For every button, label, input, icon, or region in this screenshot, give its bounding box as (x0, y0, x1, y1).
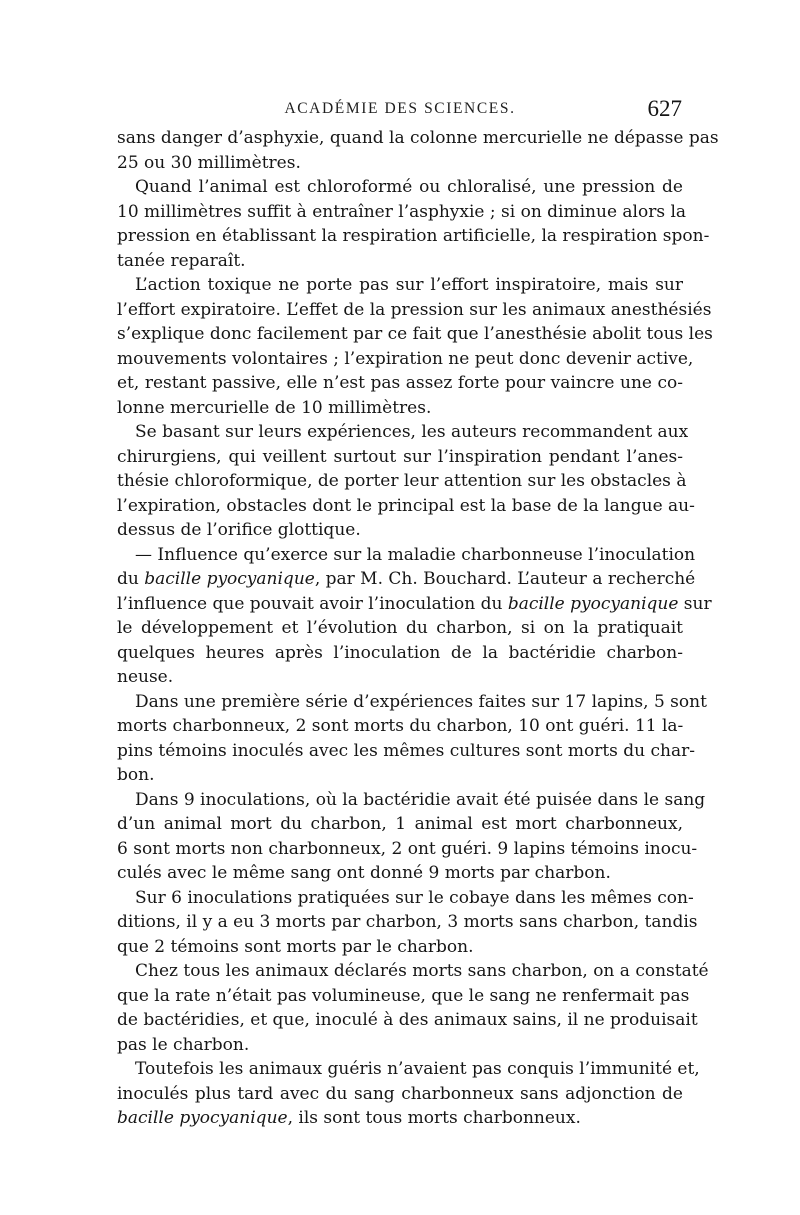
paragraph-immunity (117, 1057, 700, 1131)
text-line: Chez tous les animaux déclarés morts sans charbon, on a constaté (135, 961, 709, 981)
text-fragment: , par M. Ch. Bouchard. L’auteur a recherché (314, 569, 696, 589)
text-line: ditions, il y a eu 3 morts par charbon, 3 morts sans charbon, tandis (117, 912, 698, 932)
text-line (117, 592, 712, 617)
text-line: morts charbonneux, 2 sont morts du charbon, 10 ont guéri. 11 la- (117, 716, 684, 736)
text-line: L’action toxique ne porte pas sur l’effort inspiratoire, mais sur (135, 275, 683, 295)
text-line: Sur 6 inoculations pratiquées sur le cobaye dans les mêmes con- (135, 887, 694, 908)
text-line: chirurgiens, qui veillent surtout sur l’inspiration pendant l’anes- (117, 446, 683, 467)
text-line: quelques heures après l’inoculation de la bactéridie charbon- (117, 642, 683, 663)
paragraph-nine-inoculations (117, 788, 706, 886)
text-line: 10 millimètres suffit à entraîner l’asphyxie ; si on diminue alors la (117, 201, 687, 222)
paragraph-recommendation (117, 420, 695, 543)
text-line: s’explique donc facilement par ce fait que l’anesthésie abolit tous les (117, 324, 713, 344)
text-line: mouvements volontaires ; l’expiration ne peut donc devenir active, (117, 348, 694, 369)
text-line (117, 1106, 683, 1131)
text-line: que 2 témoins sont morts par le charbon. (117, 936, 474, 957)
text-line: 25 ou 30 millimètres. (117, 152, 301, 173)
paragraph-first-series (117, 690, 707, 788)
text-line: sans danger d’asphyxie, quand la colonne mercurielle ne dépasse pas (117, 128, 719, 148)
running-title: ACADÉMIE DES SCIENCES. (284, 100, 516, 117)
text-line: pins témoins inoculés avec les mêmes cultures sont morts du char- (117, 740, 696, 761)
text-line: Dans 9 inoculations, où la bactéridie avait été puisée dans le sang (135, 789, 706, 810)
text-line: lonne mercurielle de 10 millimètres. (117, 397, 432, 418)
text-line (117, 567, 696, 592)
text-line: l’expiration, obstacles dont le principal est la base de la langue au- (117, 495, 695, 516)
text-line: 6 sont morts non charbonneux, 2 ont guéri. 9 lapins témoins inocu- (117, 838, 698, 859)
text-line: le développement et l’évolution du charbon, si on la pratiquait (117, 618, 683, 638)
text-line: — Influence qu’exerce sur la maladie charbonneuse l’inoculation (135, 544, 696, 565)
text-line: bon. (117, 765, 155, 785)
text-line: inoculés plus tard avec du sang charbonneux sans adjonction de (117, 1083, 683, 1104)
text-line: pas le charbon. (117, 1034, 250, 1055)
text-line: neuse. (117, 667, 174, 687)
text-line: Quand l’animal est chloroformé ou chloralisé, une pression de (135, 177, 683, 197)
text-line: Toutefois les animaux guéris n’avaient pas conquis l’immunité et, (135, 1059, 700, 1079)
page-number: 627 (647, 96, 682, 121)
text-line: culés avec le même sang ont donné 9 morts par charbon. (117, 863, 611, 883)
text-fragment: du (117, 569, 145, 589)
paragraph-bouchard (117, 543, 712, 690)
paragraph-toxic-action (117, 273, 713, 420)
text-line: d’un animal mort du charbon, 1 animal est mort charbonneux, (117, 814, 683, 834)
text-line: et, restant passive, elle n’est pas assez forte pour vaincre une co- (117, 373, 683, 393)
italic-term: bacille pyocyanique (144, 569, 315, 589)
paragraph-chloroform (117, 175, 710, 273)
text-fragment: , ils sont tous morts charbonneux. (287, 1108, 581, 1128)
text-line: que la rate n’était pas volumineuse, que le sang ne renfermait pas (117, 985, 690, 1006)
running-head (118, 98, 682, 124)
text-line: pression en établissant la respiration artificielle, la respiration spon- (117, 226, 710, 246)
paragraph-guinea-pig (117, 886, 698, 960)
text-fragment: sur (678, 593, 712, 614)
text-line: l’effort expiratoire. L’effet de la pression sur les animaux anesthésiés (117, 299, 712, 320)
paragraph-continued (117, 126, 719, 175)
text-line: de bactéridies, et que, inoculé à des animaux sains, il ne produisait (117, 1010, 698, 1030)
text-line: dessus de l’orifice glottique. (117, 520, 361, 540)
text-line: Se basant sur leurs expériences, les auteurs recommandent aux (135, 422, 689, 442)
paragraph-findings (117, 959, 709, 1057)
text-line: Dans une première série d’expériences faites sur 17 lapins, 5 sont (135, 691, 707, 712)
italic-term: bacille pyocyanique (117, 1108, 288, 1128)
body-text (117, 126, 719, 1131)
text-line: tanée reparaît. (117, 250, 246, 271)
text-fragment: l’influence que pouvait avoir l’inoculation du (117, 593, 508, 614)
italic-term: bacille pyocyanique (507, 593, 679, 614)
text-line: thésie chloroformique, de porter leur attention sur les obstacles à (117, 471, 687, 491)
